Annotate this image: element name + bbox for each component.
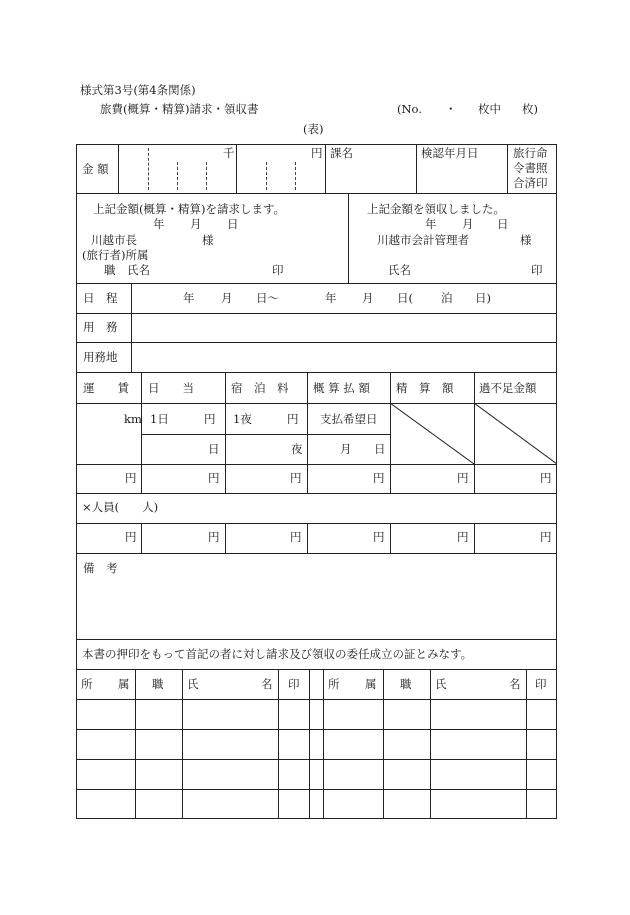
schedule-start-month: 月 [221,291,233,305]
rule [76,464,557,465]
request-day: 日 [227,217,239,231]
rule [141,434,390,435]
schedule-nights: 泊 [441,291,453,305]
schedule-end-year: 年 [325,291,337,305]
rule [225,464,226,493]
rule [225,523,226,553]
affiliation-header-left: 所 [81,677,93,691]
travel-order-line-1: 旅行命 [513,146,548,160]
km-unit: km [124,412,142,426]
rule [236,144,237,193]
advance-payment-header: 概 算 払 額 [313,381,370,395]
per-night-label: 1夜 [233,412,252,426]
receipt-month: 月 [462,217,474,231]
request-month: 月 [190,217,202,231]
rule [118,144,119,193]
rule [474,523,475,553]
rule [76,789,557,790]
rule [76,553,557,554]
rule [76,342,557,343]
amount-label: 金 額 [82,162,109,176]
rule [348,193,349,283]
rule [383,669,384,819]
yen-unit: 円 [290,530,302,544]
pay-month-unit: 月 [340,442,352,456]
number-dot: ・ [445,102,457,116]
rule [278,669,279,819]
rule [325,144,326,193]
accounting-manager-label: 川越市会計管理者 [377,233,469,247]
schedule-end-day: 日( [397,291,413,305]
fare-header: 運 賃 [83,381,129,395]
digit-divider [266,162,267,190]
persons-multiplier: ×人員( 人) [82,500,159,514]
rule [225,372,226,464]
yen-unit: 円 [208,471,220,485]
difference-header: 過不足金額 [479,381,537,395]
digit-divider [295,162,296,190]
sheet-end: 枚) [522,102,538,116]
rule [141,523,142,553]
lodging-header: 宿 泊 料 [231,381,289,395]
settlement-header: 精 算 額 [396,381,454,395]
rule [526,669,527,819]
remarks-label: 備 考 [83,561,118,575]
rule [323,669,324,819]
rule [390,523,391,553]
digit-divider [177,162,178,190]
position-header: 職 [152,677,164,691]
rule [76,283,557,284]
position-name-label: 職 氏名 [104,263,150,277]
nights-unit: 夜 [291,442,303,456]
section-label: 課名 [330,146,353,160]
inspection-date-label: 検認年月日 [421,146,479,160]
schedule-start-year: 年 [183,291,195,305]
seal-header: 印 [288,677,300,691]
rule [76,313,557,314]
yen-unit: 円 [540,471,552,485]
mayor-label: 川越市長 [91,233,137,247]
rule [474,464,475,493]
yen-unit: 円 [457,530,469,544]
rule [76,639,557,640]
delegation-note: 本書の押印をもって首記の者に対し請求及び領収の委任成立の証とみなす。 [82,647,473,661]
affiliation-header-left: 所 [328,677,340,691]
schedule-start-day: 日〜 [256,291,279,305]
thousand-mark: 千 [223,146,235,160]
receipt-day: 日 [497,217,509,231]
rule [76,699,557,700]
digit-divider [148,148,149,190]
rule [76,729,557,730]
rule [390,464,391,493]
yen-unit: 円 [373,530,385,544]
per-day-label: 1日 [150,412,169,426]
digit-divider [206,162,207,190]
per-night-yen: 円 [287,412,299,426]
rule [76,493,557,494]
yen-unit: 円 [125,530,137,544]
receipt-name-label: 氏名 [388,263,411,277]
mayor-honorific: 様 [202,233,214,247]
rule [76,372,557,373]
yen-unit: 円 [290,471,302,485]
sheet-label: 枚中 [478,102,501,116]
position-header: 職 [400,677,412,691]
affiliation-header-right: 属 [118,677,130,691]
rule [430,669,431,819]
business-label: 用 務 [83,320,118,334]
name-header-left: 氏 [435,677,447,691]
rule [76,669,557,670]
rule [182,669,183,819]
schedule-end-month: 月 [362,291,374,305]
rule [307,372,308,464]
manager-honorific: 様 [520,233,532,247]
side-label: (表) [303,122,324,136]
rule [309,669,310,819]
rule [307,523,308,553]
receipt-statement: 上記金額を領収しました。 [367,202,505,216]
yen-unit: 円 [373,471,385,485]
seal-header: 印 [535,677,547,691]
rule [76,523,557,524]
form-number: 様式第3号(第4条関係) [80,83,196,97]
desired-pay-date-label: 支払希望日 [320,412,378,426]
pay-day-unit: 日 [374,442,386,456]
schedule-days: 日) [475,291,491,305]
business-place-label: 用務地 [83,350,118,364]
rule [307,464,308,493]
name-header-right: 名 [509,677,521,691]
form-title: 旅費(概算・精算)請求・領収書 [100,102,259,116]
affiliation-header-right: 属 [365,677,377,691]
rule [416,144,417,193]
name-header-right: 名 [261,677,273,691]
rule [507,144,508,193]
yen-unit: 円 [540,530,552,544]
rule [141,464,142,493]
yen-mark: 円 [311,146,323,160]
request-year: 年 [153,217,165,231]
yen-unit: 円 [125,471,137,485]
rule [76,759,557,760]
rule [135,669,136,819]
yen-unit: 円 [208,530,220,544]
schedule-label: 日 程 [83,291,118,305]
diagonal-strike [390,403,474,464]
form-table [76,144,557,819]
days-unit: 日 [208,442,220,456]
travel-order-line-2: 令書照 [513,161,548,175]
name-header-left: 氏 [187,677,199,691]
request-statement: 上記金額(概算・精算)を請求します。 [93,202,286,216]
per-day-yen: 円 [204,412,216,426]
daily-allowance-header: 日 当 [148,381,194,395]
number-label: (No. [397,102,422,116]
rule [131,283,132,372]
receipt-seal: 印 [531,263,543,277]
receipt-year: 年 [425,217,437,231]
rule [76,193,557,194]
traveler-affiliation-label: (旅行者)所属 [82,248,149,262]
request-seal: 印 [272,263,284,277]
travel-order-line-3: 合済印 [513,176,548,190]
diagonal-strike [474,403,557,464]
yen-unit: 円 [457,471,469,485]
